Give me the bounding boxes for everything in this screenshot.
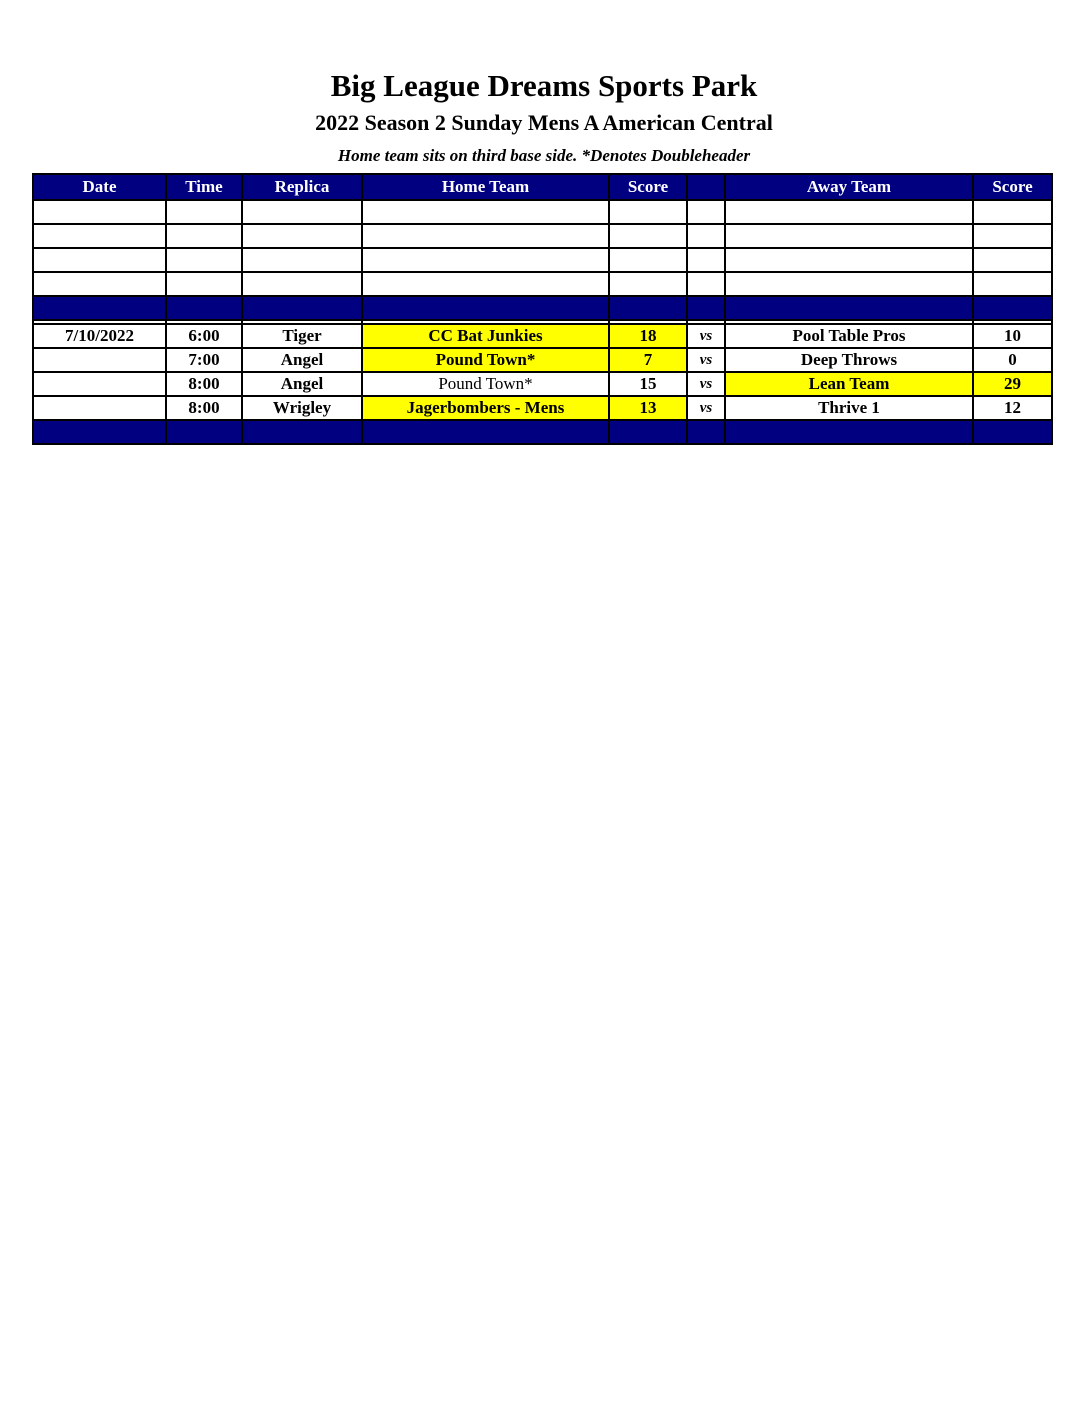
empty-row — [33, 224, 1052, 248]
away-team: Pool Table Pros — [725, 324, 973, 348]
away-score: 12 — [973, 396, 1052, 420]
col-header-away-score: Score — [973, 174, 1052, 200]
game-field: Wrigley — [242, 396, 362, 420]
empty-row — [33, 200, 1052, 224]
game-time: 6:00 — [166, 324, 242, 348]
schedule-note: Home team sits on third base side. *Denotes Doubleheader — [337, 146, 751, 165]
col-header-vs — [687, 174, 725, 200]
vs-label: vs — [687, 348, 725, 372]
home-score: 7 — [609, 348, 687, 372]
col-header-time: Time — [166, 174, 242, 200]
game-date — [33, 348, 166, 372]
col-header-replica: Replica — [242, 174, 362, 200]
home-team: Pound Town* — [362, 348, 609, 372]
divider-band — [33, 420, 1052, 444]
league-subtitle: 2022 Season 2 Sunday Mens A American Central — [315, 110, 773, 135]
divider-band — [33, 296, 1052, 320]
empty-row — [33, 248, 1052, 272]
col-header-home-team: Home Team — [362, 174, 609, 200]
home-team: Pound Town* — [362, 372, 609, 396]
away-team: Deep Throws — [725, 348, 973, 372]
col-header-home-score: Score — [609, 174, 687, 200]
game-field: Angel — [242, 372, 362, 396]
game-date — [33, 372, 166, 396]
game-time: 7:00 — [166, 348, 242, 372]
game-time: 8:00 — [166, 372, 242, 396]
away-score: 0 — [973, 348, 1052, 372]
schedule-table — [32, 173, 1053, 445]
vs-label: vs — [687, 396, 725, 420]
away-score: 29 — [973, 372, 1052, 396]
away-team: Lean Team — [725, 372, 973, 396]
table-row — [33, 324, 1052, 348]
away-score: 10 — [973, 324, 1052, 348]
home-team: Jagerbombers - Mens — [362, 396, 609, 420]
home-score: 18 — [609, 324, 687, 348]
away-team: Thrive 1 — [725, 396, 973, 420]
table-row — [33, 396, 1052, 420]
vs-label: vs — [687, 324, 725, 348]
game-field: Angel — [242, 348, 362, 372]
col-header-date: Date — [33, 174, 166, 200]
table-row — [33, 348, 1052, 372]
home-team: CC Bat Junkies — [362, 324, 609, 348]
table-row — [33, 372, 1052, 396]
game-time: 8:00 — [166, 396, 242, 420]
game-date: 7/10/2022 — [33, 324, 166, 348]
game-field: Tiger — [242, 324, 362, 348]
vs-label: vs — [687, 372, 725, 396]
col-header-away-team: Away Team — [725, 174, 973, 200]
page-title: Big League Dreams Sports Park — [330, 68, 758, 103]
table-header-row — [33, 174, 1052, 200]
empty-row — [33, 272, 1052, 296]
home-score: 13 — [609, 396, 687, 420]
home-score: 15 — [609, 372, 687, 396]
game-date — [33, 396, 166, 420]
